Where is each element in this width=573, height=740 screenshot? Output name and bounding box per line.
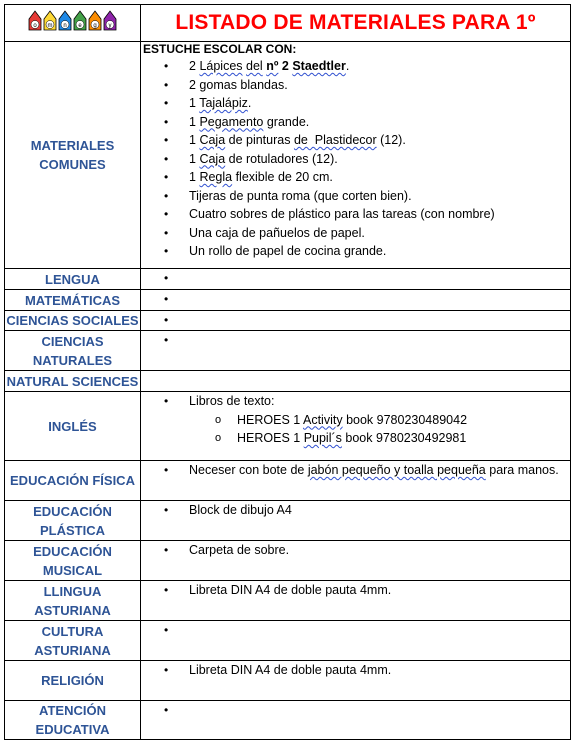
textbook-item: o HEROES 1 Activity book 9780230489042 xyxy=(237,411,570,430)
subject-content xyxy=(141,661,571,701)
subject-content xyxy=(141,701,571,740)
page-title: LISTADO DE MATERIALES PARA 1º xyxy=(141,5,571,42)
list-item: • 1 Tajalápiz. xyxy=(189,94,570,113)
table-row xyxy=(5,541,571,581)
subject-label: MATERIALES COMUNES xyxy=(5,42,141,269)
subject-label: EDUCACIÓN MUSICAL xyxy=(5,541,141,581)
empty-bullet xyxy=(141,290,570,308)
subject-label: EDUCACIÓN PLÁSTICA xyxy=(5,501,141,541)
crayons-logo-icon xyxy=(25,9,121,33)
subject-content xyxy=(141,290,571,311)
subject-label: INGLÉS xyxy=(5,392,141,461)
empty-bullet xyxy=(141,331,570,349)
item-count: 2 xyxy=(189,59,200,73)
subject-content xyxy=(141,392,571,461)
table-row xyxy=(5,269,571,290)
subject-label: RELIGIÓN xyxy=(5,661,141,701)
list-item: • 1 Caja de pinturas de Plastidecor (12). xyxy=(189,131,570,150)
item-word: Staedtler xyxy=(292,59,346,73)
table-row xyxy=(5,371,571,392)
table-row xyxy=(5,701,571,740)
subject-label: CULTURA ASTURIANA xyxy=(5,621,141,661)
subject-label: ATENCIÓN EDUCATIVA xyxy=(5,701,141,740)
table-row xyxy=(5,290,571,311)
list-item: • 2 gomas blandas. xyxy=(189,76,570,95)
empty-bullet xyxy=(141,701,570,719)
materials-table xyxy=(4,4,571,740)
table-row xyxy=(5,42,571,269)
subject-label: CIENCIAS SOCIALES xyxy=(5,311,141,331)
subject-label: MATEMÁTICAS xyxy=(5,290,141,311)
subject-content xyxy=(141,541,571,581)
subject-content xyxy=(141,621,571,661)
logo-letter: y xyxy=(108,22,111,29)
table-row xyxy=(5,331,571,371)
empty-bullet xyxy=(141,269,570,287)
list-item: • Cuatro sobres de plástico para las tareas (con nombre) xyxy=(189,205,570,224)
table-row xyxy=(5,311,571,331)
subject-label: NATURAL SCIENCES xyxy=(5,371,141,392)
materials-list xyxy=(141,461,570,480)
logo-letter: o xyxy=(32,22,37,29)
item-word: 2 xyxy=(281,59,289,73)
list-item: • 1 Regla flexible de 20 cm. xyxy=(189,168,570,187)
table-row xyxy=(5,661,571,701)
table-row xyxy=(5,501,571,541)
materials-list xyxy=(141,57,570,261)
materials-list xyxy=(141,661,570,680)
materials-list xyxy=(141,541,570,560)
subject-label: LENGUA xyxy=(5,269,141,290)
school-logo xyxy=(5,5,141,42)
logo-letter: g xyxy=(92,22,97,29)
table-row xyxy=(5,621,571,661)
item-word: del xyxy=(246,59,263,73)
subject-label: EDUCACIÓN FÍSICA xyxy=(5,461,141,501)
subject-content xyxy=(141,331,571,371)
subject-content xyxy=(141,42,571,269)
list-item: • Libreta DIN A4 de doble pauta 4mm. xyxy=(189,661,570,680)
list-item: • 2 Lápices del nº 2 Staedtler. xyxy=(189,57,570,76)
subject-content xyxy=(141,311,571,331)
list-item: • Block de dibujo A4 xyxy=(189,501,570,520)
subject-label: CIENCIAS NATURALES xyxy=(5,331,141,371)
materials-list xyxy=(141,581,570,600)
materials-list xyxy=(141,501,570,520)
logo-letter: e xyxy=(77,22,82,29)
section-heading: ESTUCHE ESCOLAR CON: xyxy=(143,42,297,56)
subject-content xyxy=(141,269,571,290)
logo-letter: n xyxy=(62,22,67,29)
table-row xyxy=(5,392,571,461)
item-word: Lápices xyxy=(199,59,243,73)
list-item: • Libreta DIN A4 de doble pauta 4mm. xyxy=(189,581,570,600)
list-item: • Neceser con bote de jabón pequeño y toalla pequeña para manos. xyxy=(189,461,570,480)
empty-bullet xyxy=(141,311,570,329)
table-row xyxy=(5,461,571,501)
subject-content xyxy=(141,461,571,501)
list-item: • Carpeta de sobre. xyxy=(189,541,570,560)
list-item: • Tijeras de punta roma (que corten bien). xyxy=(189,187,570,206)
materials-list xyxy=(141,392,570,411)
subject-content xyxy=(141,501,571,541)
header-row xyxy=(5,5,571,42)
textbook-item: o HEROES 1 Pupil´s book 9780230492981 xyxy=(237,429,570,448)
subject-content xyxy=(141,581,571,621)
textbook-list xyxy=(141,411,570,448)
list-item: • 1 Pegamento grande. xyxy=(189,113,570,132)
subject-content xyxy=(141,371,571,392)
list-item: • 1 Caja de rotuladores (12). xyxy=(189,150,570,169)
list-item: • Libros de texto: xyxy=(189,392,570,411)
item-word: nº xyxy=(266,59,279,73)
list-item: • Una caja de pañuelos de papel. xyxy=(189,224,570,243)
list-item: • Un rollo de papel de cocina grande. xyxy=(189,242,570,261)
table-row xyxy=(5,581,571,621)
empty-bullet xyxy=(141,621,570,639)
logo-letter: m xyxy=(47,22,52,29)
subject-label: LLINGUA ASTURIANA xyxy=(5,581,141,621)
